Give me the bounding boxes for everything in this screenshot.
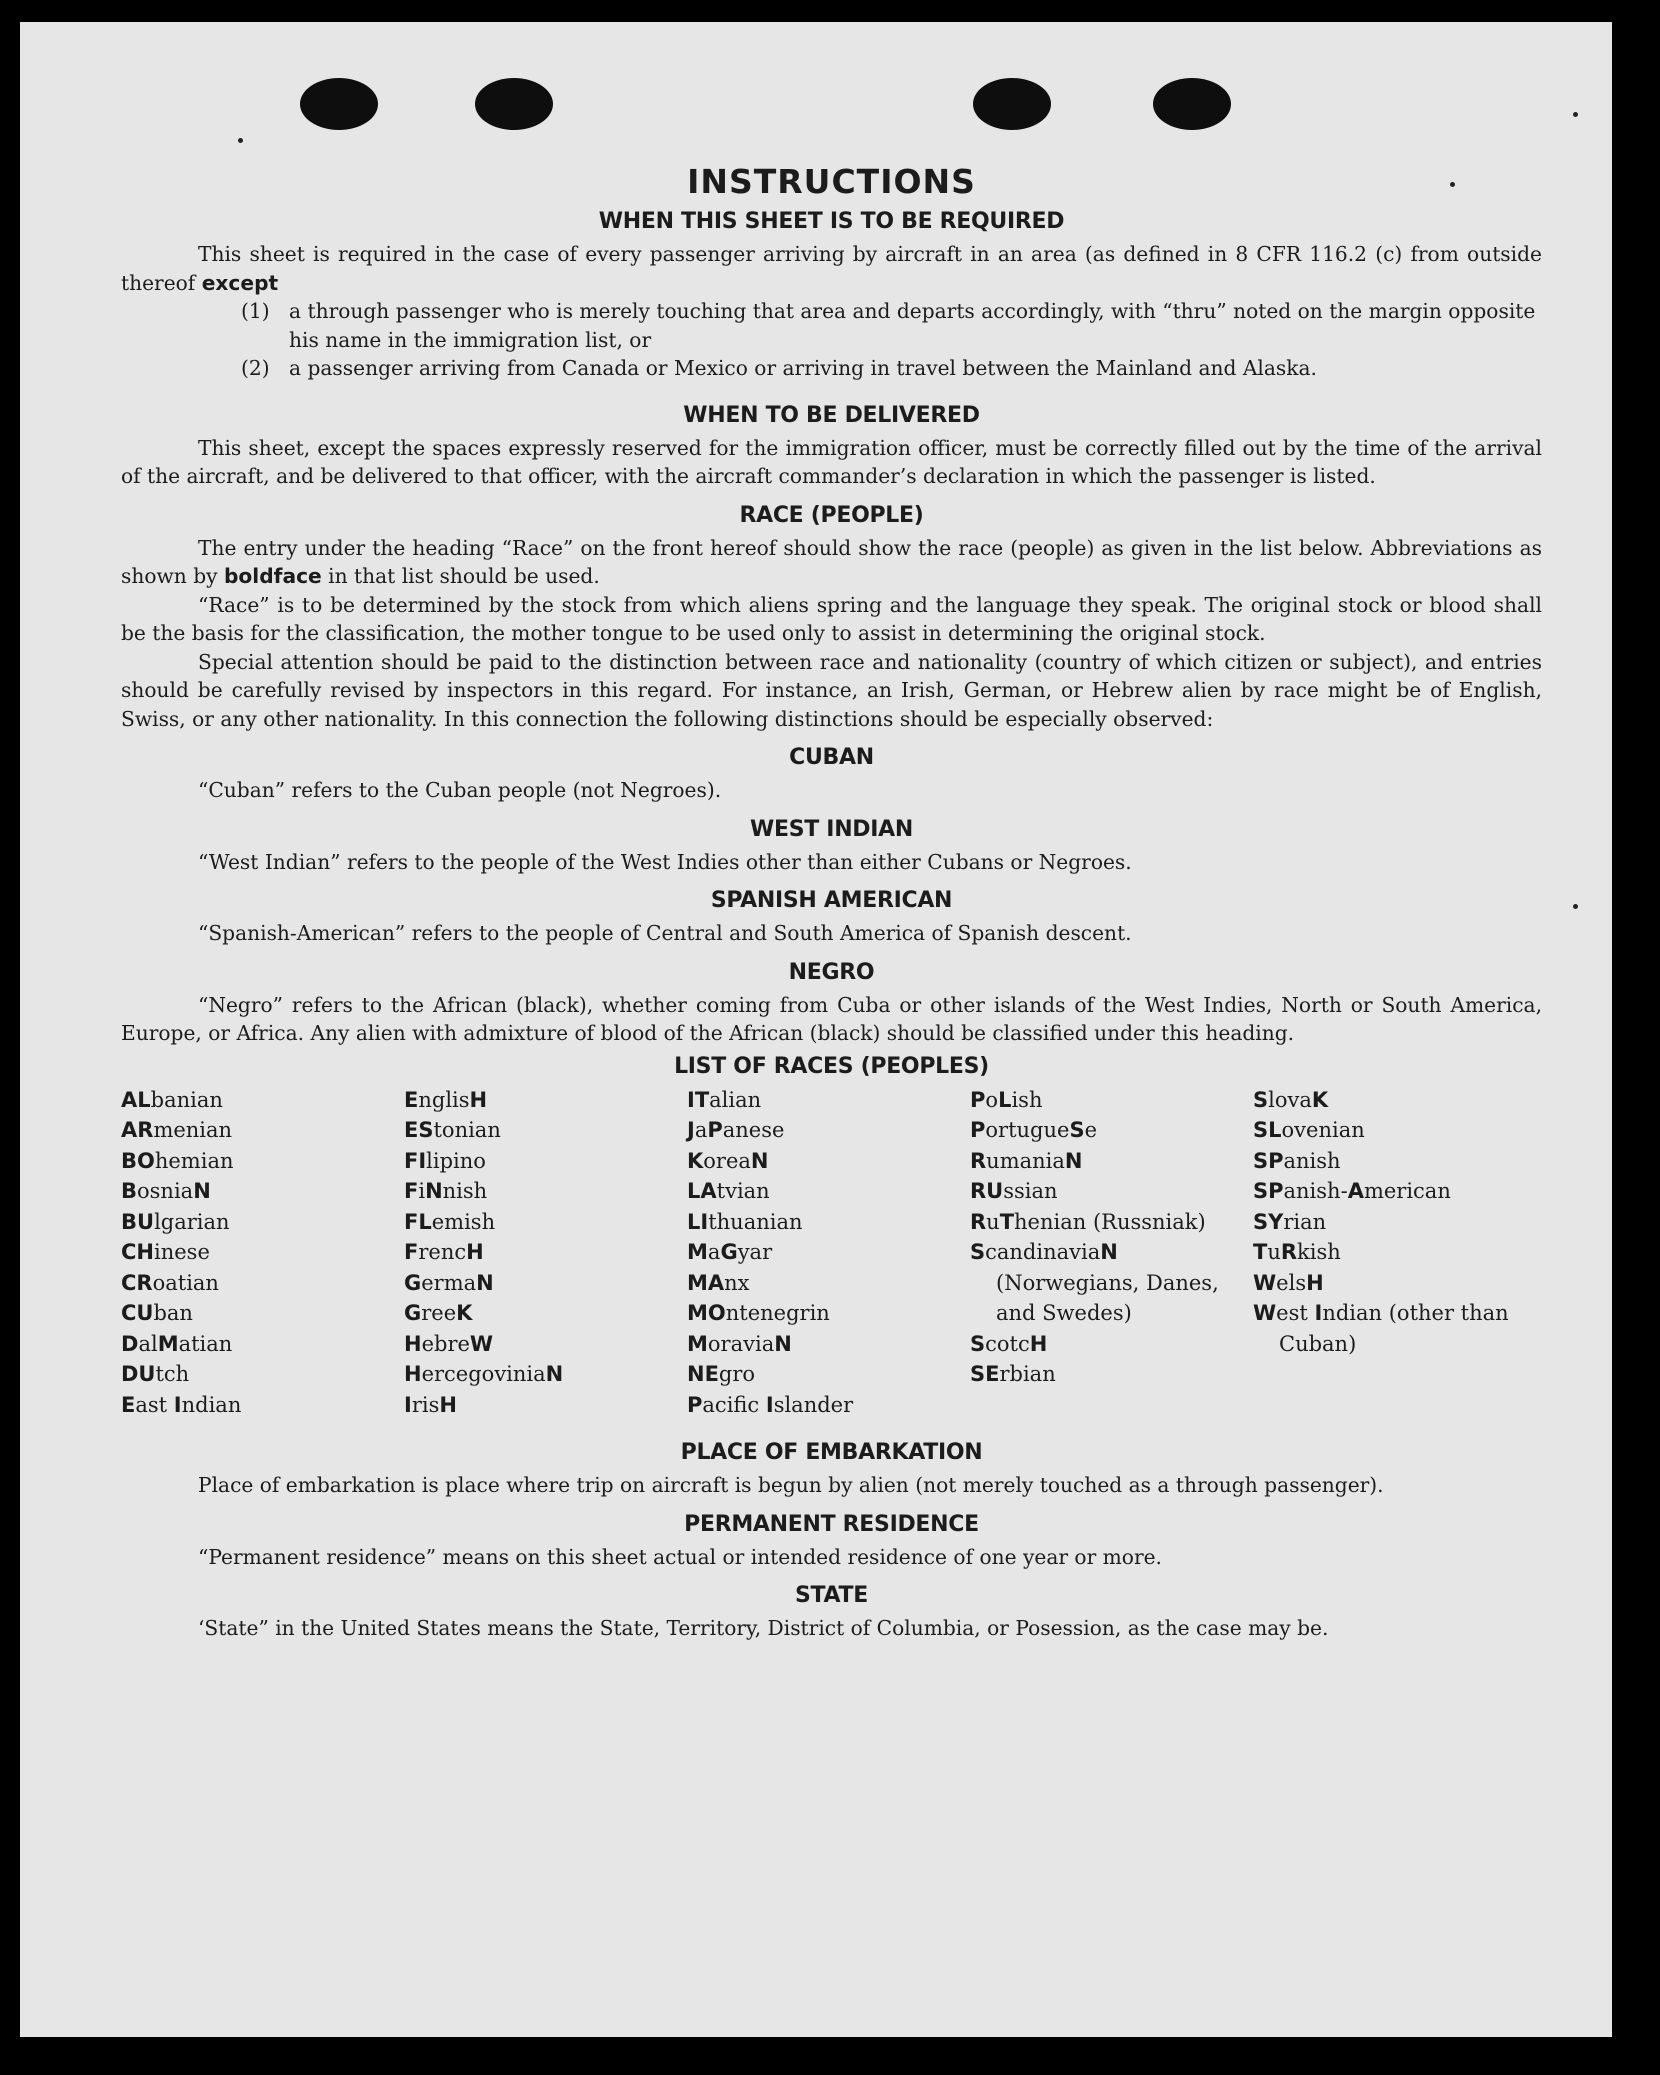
race-item: SPanish-American (1253, 1179, 1451, 1203)
cuban-text: “Cuban” refers to the Cuban people (not Negroes). (198, 778, 722, 802)
race-paragraph-1: The entry under the heading “Race” on the front hereof should show the race (people) as given in the list below. Abbreviations as shown by boldface in that list should be used. (121, 535, 1542, 588)
race-item: CUban (121, 1301, 193, 1325)
race-item: PortugueSe (970, 1118, 1098, 1142)
race-item: LIthuanian (687, 1209, 803, 1234)
heading-race: RACE (PEOPLE) (739, 502, 924, 528)
race-item: FLemish (404, 1209, 496, 1234)
race-item: ITalian (687, 1087, 762, 1112)
negro-text: “Negro” refers to the African (black), whether coming from Cuba or other islands of the West Indies, North or South America, Europe, or Africa. Any alien with admixture of blood of the African (black) should be classified under this heading. (121, 992, 1542, 1045)
race-item: IrisH (404, 1392, 457, 1417)
west-indian-text: “West Indian” refers to the people of the West Indies other than either Cubans or Negroes. (198, 849, 1132, 874)
race-column (121, 1085, 404, 1421)
race-list (121, 1085, 1542, 1421)
race-item: ScotcH (970, 1331, 1048, 1356)
race-item: EStonian (404, 1118, 501, 1142)
punch-hole (973, 78, 1051, 130)
race-item: GermaN (404, 1270, 494, 1295)
instructions-body (121, 162, 1542, 1643)
race-item: EnglisH (404, 1087, 488, 1112)
heading-west-indian: WEST INDIAN (750, 816, 913, 842)
race-item: ARmenian (121, 1118, 233, 1142)
race-item: RuThenian (Russniak) (970, 1209, 1206, 1234)
race-item: RUssian (970, 1179, 1058, 1203)
race-item: BUlgarian (121, 1209, 230, 1234)
race-item: East Indian (121, 1392, 242, 1417)
document-page (20, 22, 1612, 2037)
speck (1573, 112, 1578, 117)
race-column (1253, 1085, 1543, 1421)
page-title: INSTRUCTIONS (687, 162, 976, 201)
except-word: except (201, 270, 279, 295)
race-item: SErbian (970, 1362, 1056, 1386)
race-paragraph-2: “Race” is to be determined by the stock from which aliens spring and the language they speak. The original stock or blood shall be the basis for the classification, the mother tongue to be used only to assist in determining the original stock. (121, 592, 1542, 645)
punch-hole (300, 78, 378, 130)
place-of-embarkation-text: Place of embarkation is place where trip on aircraft is begun by alien (not merely touched as a through passenger). (198, 1473, 1384, 1497)
heading-state: STATE (795, 1583, 868, 1608)
race-item: ALbanian (121, 1087, 223, 1112)
race-column (687, 1085, 970, 1421)
race-item: BosniaN (121, 1179, 211, 1203)
race-item: MOntenegrin (687, 1301, 830, 1325)
speck (1573, 904, 1578, 909)
race-item: MAnx (687, 1270, 750, 1295)
race-item: DalMatian (121, 1331, 233, 1356)
state-text: ‘State” in the United States means the State, Territory, District of Columbia, or Posession, as the case may be. (198, 1616, 1329, 1640)
race-item: SPanish (1253, 1148, 1341, 1173)
race-item: FrencH (404, 1240, 484, 1264)
spanish-american-text: “Spanish-American” refers to the people of Central and South America of Spanish descent. (198, 921, 1132, 945)
race-item: HercegoviniaN (404, 1362, 564, 1386)
race-item: BOhemian (121, 1148, 234, 1173)
race-column (970, 1085, 1253, 1421)
race-item: West Indian (other than Cuban) (1253, 1301, 1509, 1356)
race-item: SYrian (1253, 1209, 1327, 1234)
heading-when-required: WHEN THIS SHEET IS TO BE REQUIRED (598, 209, 1065, 234)
heading-spanish-american: SPANISH AMERICAN (710, 888, 953, 913)
race-item: MoraviaN (687, 1331, 792, 1356)
race-item: CRoatian (121, 1270, 219, 1295)
race-paragraph-3: Special attention should be paid to the distinction between race and nationality (country of which citizen or subject), and entries should be carefully revised by inspectors in this regard. For instance, an Irish, German, or Hebrew alien by race might be of English, Swiss, or any other nationality. In this connection the following distinctions should be especially observed: (121, 649, 1542, 731)
race-item: PoLish (970, 1087, 1043, 1112)
race-item: FIlipino (404, 1148, 486, 1173)
race-item: WelsH (1253, 1270, 1324, 1295)
heading-negro: NEGRO (788, 959, 875, 985)
exception-list (241, 297, 1542, 383)
race-item: RumaniaN (970, 1148, 1083, 1173)
permanent-residence-text: “Permanent residence” means on this sheet actual or intended residence of one year or more. (198, 1544, 1162, 1569)
race-item: SlovaK (1253, 1087, 1329, 1112)
speck (238, 138, 243, 143)
race-item: LAtvian (687, 1179, 770, 1203)
heading-place-of-embarkation: PLACE OF EMBARKATION (680, 1440, 983, 1465)
race-item: KoreaN (687, 1148, 769, 1173)
punch-hole (475, 78, 553, 130)
when-delivered-text: This sheet, except the spaces expressly reserved for the immigration officer, must be correctly filled out by the time of the arrival of the aircraft, and be delivered to that officer, with the aircraft commander’s declaration in which the passenger is listed. (121, 435, 1542, 488)
race-item: FiNnish (404, 1179, 488, 1203)
punch-hole (1153, 78, 1231, 130)
race-item: DUtch (121, 1362, 190, 1386)
list-item: (2) a passenger arriving from Canada or Mexico or arriving in travel between the Mainland and Alaska. (241, 356, 1317, 380)
race-item: ScandinaviaN (Norwegians, Danes, and Swedes) (970, 1240, 1219, 1325)
heading-cuban: CUBAN (789, 745, 874, 770)
race-item: SLovenian (1253, 1118, 1365, 1142)
when-required-intro: This sheet is required in the case of every passenger arriving by aircraft in an area (as defined in 8 CFR 116.2 (c) from outside thereof except (121, 242, 1542, 295)
race-column (404, 1085, 687, 1421)
list-item: (1) a through passenger who is merely touching that area and departs accordingly, with “thru” noted on the margin opposite his name in the immigration list, or (241, 299, 1536, 352)
heading-permanent-residence: PERMANENT RESIDENCE (684, 1511, 979, 1537)
race-item: MaGyar (687, 1240, 773, 1264)
race-item: TuRkish (1253, 1240, 1341, 1264)
race-item: NEgro (687, 1362, 756, 1386)
race-item: HebreW (404, 1331, 494, 1356)
race-item: CHinese (121, 1240, 210, 1264)
heading-when-delivered: WHEN TO BE DELIVERED (683, 402, 980, 428)
race-item: GreeK (404, 1301, 473, 1325)
race-item: Pacific Islander (687, 1392, 854, 1417)
heading-list-of-races: LIST OF RACES (PEOPLES) (674, 1053, 989, 1079)
race-item: JaPanese (687, 1118, 785, 1142)
